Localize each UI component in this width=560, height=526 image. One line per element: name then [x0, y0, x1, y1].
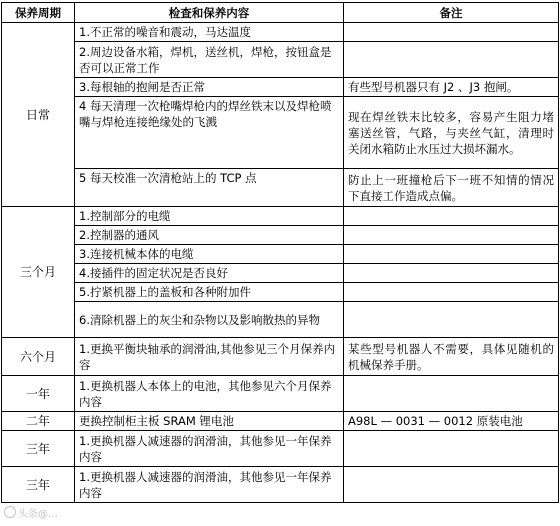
- table-row: [2, 302, 559, 338]
- note-cell: [344, 245, 559, 264]
- table-row: [2, 467, 559, 503]
- content-cell: 2.周边设备水箱，焊机，送丝机，焊枪，按钮盒是否可以正常工作: [75, 42, 344, 78]
- content-cell: 4 每天清理一次枪嘴焊枪内的焊丝铁末以及焊枪喷嘴与焊枪连接绝缘处的飞溅: [75, 97, 344, 169]
- note-cell: 某些型号机器人不需要，具体见随机的机械保养手册。: [344, 338, 559, 376]
- watermark-text: 头条@…: [18, 509, 58, 520]
- content-cell: 6.清除机器上的灰尘和杂物以及影响散热的异物: [75, 302, 344, 338]
- note-cell: 防止上一班撞枪后下一班不知情的情况下直接工作造成点偏。: [344, 169, 559, 207]
- note-cell: [344, 283, 559, 302]
- content-cell: 1.控制部分的电缆: [75, 207, 344, 226]
- period-cell: 日常: [2, 23, 75, 207]
- content-cell: 1.更换机器人减速器的润滑油，其他参见一年保养内容: [75, 431, 344, 467]
- content-cell: 2.控制器的通风: [75, 226, 344, 245]
- period-cell: 一年: [2, 376, 75, 412]
- table-row: [2, 412, 559, 431]
- note-cell: 现在焊丝铁末比较多，容易产生阻力堵塞送丝管，气路，与夹丝气缸，清理时关闭水箱防止水压过大损坏漏水。: [344, 97, 559, 169]
- note-cell: [344, 431, 559, 467]
- period-cell: 三个月: [2, 207, 75, 338]
- note-cell: [344, 264, 559, 283]
- content-cell: 3.连接机械本体的电缆: [75, 245, 344, 264]
- header-row: [2, 3, 559, 23]
- note-cell: [344, 42, 559, 78]
- camera-icon: [4, 506, 16, 518]
- period-cell: 三年: [2, 467, 75, 503]
- content-cell: 5.拧紧机器上的盖板和各种附加件: [75, 283, 344, 302]
- note-cell: [344, 467, 559, 503]
- note-cell: [344, 376, 559, 412]
- table-row: [2, 283, 559, 302]
- table-row: [2, 245, 559, 264]
- table-row: [2, 169, 559, 207]
- content-cell: 1.更换平衡块轴承的润滑油,其他参见三个月保养内容: [75, 338, 344, 376]
- table-row: [2, 207, 559, 226]
- period-cell: 三年: [2, 431, 75, 467]
- table-row: [2, 376, 559, 412]
- table-row: [2, 42, 559, 78]
- note-cell: [344, 302, 559, 338]
- content-cell: 5 每天校准一次清枪站上的 TCP 点: [75, 169, 344, 207]
- note-cell: [344, 226, 559, 245]
- content-cell: 1.不正常的噪音和震动，马达温度: [75, 23, 344, 42]
- header-content: 检查和保养内容: [75, 3, 344, 23]
- table-row: [2, 23, 559, 42]
- note-cell: [344, 207, 559, 226]
- note-cell: [344, 23, 559, 42]
- period-cell: 二年: [2, 412, 75, 431]
- content-cell: 1.更换机器人减速器的润滑油，其他参见一年保养内容: [75, 467, 344, 503]
- table-row: [2, 78, 559, 97]
- table-row: [2, 338, 559, 376]
- table-row: [2, 226, 559, 245]
- table-row: [2, 97, 559, 169]
- watermark: [2, 505, 60, 520]
- content-cell: 3.每根轴的抱闸是否正常: [75, 78, 344, 97]
- content-cell: 更换控制柜主板 SRAM 锂电池: [75, 412, 344, 431]
- header-period: 保养周期: [2, 3, 75, 23]
- table-row: [2, 264, 559, 283]
- note-cell: 有些型号机器只有 J2 、J3 抱闸。: [344, 78, 559, 97]
- table-row: [2, 431, 559, 467]
- content-cell: 1.更换机器人本体上的电池，其他参见六个月保养内容: [75, 376, 344, 412]
- note-cell: A98L — 0031 — 0012 原装电池: [344, 412, 559, 431]
- maintenance-table: [1, 2, 559, 503]
- header-note: 备注: [344, 3, 559, 23]
- content-cell: 4.接插件的固定状况是否良好: [75, 264, 344, 283]
- period-cell: 六个月: [2, 338, 75, 376]
